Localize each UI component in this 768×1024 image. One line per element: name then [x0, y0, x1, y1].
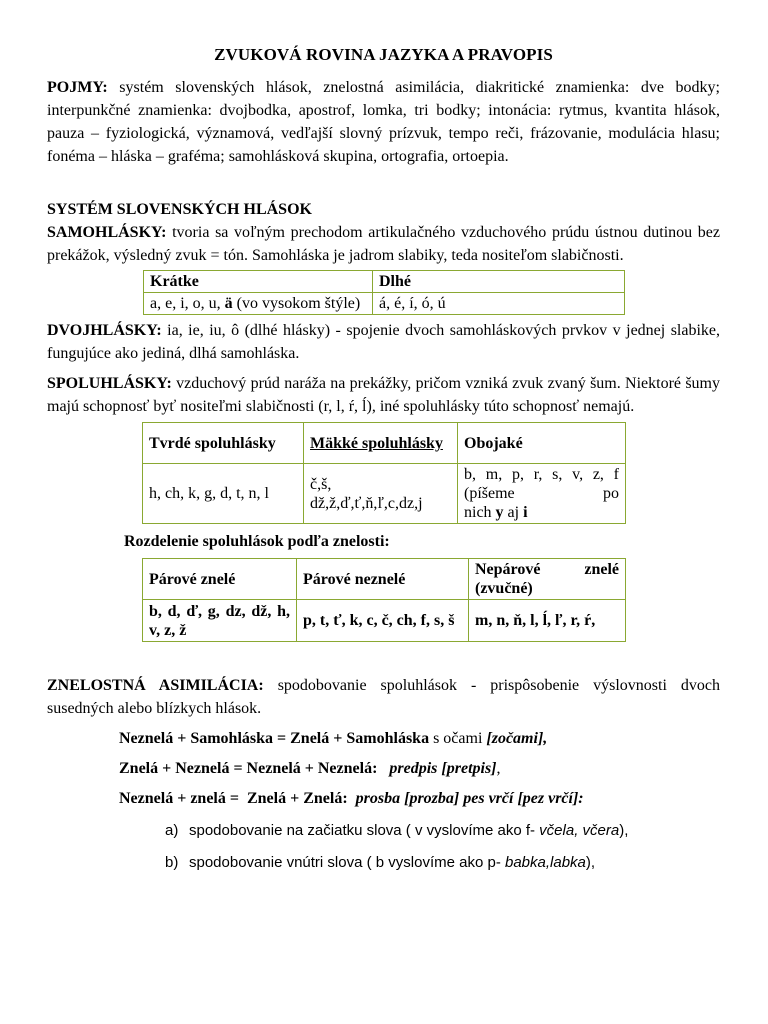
list-item-example: babka,labka [505, 854, 586, 871]
rule-3-example: prosba [prozba] pes vrčí [pez vrčí]: [355, 790, 584, 807]
samohlasky-paragraph [47, 221, 720, 267]
consonants-soft-line1: č,š, [310, 475, 332, 493]
rule-2-formula: Znelá + Neznelá = Neznelá + Neznelá: [119, 760, 378, 777]
consonants-hard-cell: h, ch, k, g, d, t, n, l [143, 464, 304, 524]
vowels-header-short: Krátke [144, 271, 373, 293]
asimilacia-text: spodobovanie spoluhlások - prispôsobenie výslovnosti dvoch susedných alebo blízkych hlások. [47, 677, 721, 717]
table-row [143, 600, 626, 642]
pojmy-text: systém slovenských hlások, znelostná asimilácia, diakritické znamienka: dve bodky; interpunkčné znamienka: dvojbodka, apostrof, lomka, tri bodky; intonácia: rytmus, kvantita hlások, pauza – fyziologická, významová, vedľajší slovný prízvuk, tempo reči, frázovanie, modulácia hlasu; fonéma – hláska – graféma; samohlásková skupina, ortografia, ortoepia. [47, 79, 721, 165]
rule-2-example: predpis [pretpis] [389, 760, 497, 777]
list-marker: b) [165, 854, 179, 871]
rule-1-formula: Neznelá + Samohláska = Znelá + Samohláska [119, 730, 430, 747]
consonants-both-line1: b, m, p, r, s, v, z, f (píšeme po [464, 466, 619, 502]
rule-1-example: [zočami], [486, 730, 548, 747]
consonants-header-hard: Tvrdé spoluhlásky [143, 423, 304, 464]
voicing-header-unpaired: Nepárové znelé (zvučné) [469, 559, 626, 600]
voicing-voiceless-cell: p, t, ť, k, c, č, ch, f, s, š [297, 600, 469, 642]
rule-3 [47, 787, 720, 810]
rule-2-tail: , [496, 760, 501, 777]
samohlasky-text: tvoria sa voľným prechodom artikulačného vzduchového prúdu ústnou dutinou bez prekážok, výsledný zvuk = tón. Samohláska je jadrom slabiky, teda nositeľom slabičnosti. [47, 224, 720, 264]
voicing-unpaired-cell: m, n, ň, l, ĺ, ľ, r, ŕ, [469, 600, 626, 642]
table-row [144, 271, 625, 293]
voicing-table [142, 558, 626, 642]
rule-2-text [377, 760, 389, 777]
list-item-text: spodobovanie na začiatku slova ( v vyslovíme ako f- [189, 822, 540, 839]
page-title: ZVUKOVÁ ROVINA JAZYKA A PRAVOPIS [214, 45, 553, 64]
spoluhlasky-paragraph [47, 372, 720, 418]
table-row [143, 423, 626, 464]
list-item-tail: ), [585, 854, 596, 871]
table-row [143, 559, 626, 600]
table-row [144, 293, 625, 315]
asimilacia-label: ZNELOSTNÁ ASIMILÁCIA: [47, 677, 264, 694]
rule-3-formula: Neznelá + znelá = Znelá + Znelá: [119, 790, 348, 807]
consonants-both-cell [458, 464, 626, 524]
consonants-both-nich: nich [464, 504, 496, 521]
voicing-voiced-cell: b, d, ď, g, dz, dž, h, v, z, ž [143, 600, 297, 642]
consonants-header-both: Obojaké [458, 423, 626, 464]
pojmy-label: POJMY: [47, 79, 108, 96]
consonants-both-i: i [523, 504, 528, 521]
system-title: SYSTÉM SLOVENSKÝCH HLÁSOK [47, 201, 312, 218]
vowels-header-long: Dlhé [373, 271, 625, 293]
list-item [47, 819, 720, 842]
rule-3-text [348, 790, 356, 807]
vowels-long-cell: á, é, í, ó, ú [373, 293, 625, 315]
consonants-header-soft [304, 423, 458, 464]
dvojhlasky-label: DVOJHLÁSKY: [47, 322, 162, 339]
consonants-both-y: y [495, 504, 504, 521]
rule-1-text: s očami [429, 730, 487, 747]
rule-1 [47, 727, 720, 750]
list-item-example: včela, včera [539, 822, 620, 839]
document-content [47, 44, 720, 874]
consonants-table [142, 422, 626, 524]
asimilacia-paragraph [47, 674, 720, 720]
consonants-header-soft-text: Mäkké spoluhlásky [310, 434, 443, 452]
voicing-title: Rozdelenie spoluhlások podľa znelosti: [124, 533, 390, 550]
consonants-soft-cell [304, 464, 458, 524]
table-row [143, 464, 626, 524]
spoluhlasky-text: vzduchový prúd naráža na prekážky, pričom vzniká zvuk zvaný šum. Niektoré šumy majú schopnosť byť nositeľmi slabičnosti (r, l, ŕ, ĺ), iné spoluhlásky túto schopnosť nemajú. [47, 375, 720, 415]
consonants-both-aj: aj [503, 504, 524, 521]
vowels-short-cell [144, 293, 373, 315]
samohlasky-label: SAMOHLÁSKY: [47, 224, 167, 241]
list-item-text: spodobovanie vnútri slova ( b vyslovíme ako p- [189, 854, 505, 871]
vowels-short-text: a, e, i, o, u, [150, 295, 225, 312]
consonants-soft-line2: dž,ž,ď,ť,ň,ľ,c,dz,j [310, 494, 423, 512]
list-item [47, 851, 720, 874]
rule-2 [47, 757, 720, 780]
vowels-short-note: (vo vysokom štýle) [232, 295, 361, 312]
list-item-tail: ), [619, 822, 629, 839]
vowels-table [143, 270, 625, 315]
voicing-header-voiced: Párové znelé [143, 559, 297, 600]
dvojhlasky-text: ia, ie, iu, ô (dlhé hlásky) - spojenie dvoch samohláskových prvkov v jednej slabike, fungujúce ako jediná, dlhá samohláska. [47, 322, 721, 362]
vowels-short-bold: ä [224, 295, 233, 312]
dvojhlasky-paragraph [47, 319, 720, 365]
voicing-header-voiceless: Párové neznelé [297, 559, 469, 600]
pojmy-paragraph [47, 76, 720, 168]
spoluhlasky-label: SPOLUHLÁSKY: [47, 375, 172, 392]
list-marker: a) [165, 822, 179, 839]
